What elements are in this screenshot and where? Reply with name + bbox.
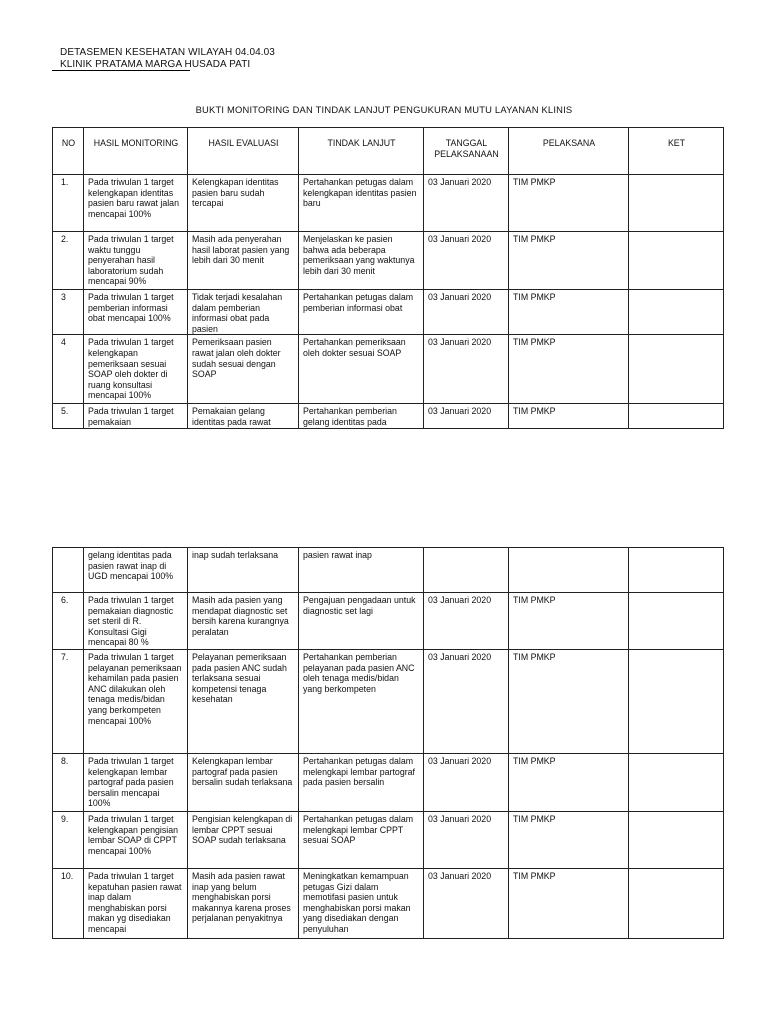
cell-no: 4 [53, 335, 84, 404]
cell-pelaksana: TIM PMKP [509, 404, 629, 429]
cell-evaluasi: Pengisian kelengkapan di lembar CPPT sesuai SOAP sudah terlaksana [188, 812, 299, 869]
cell-tindak-lanjut: Pengajuan pengadaan untuk diagnostic set lagi [299, 593, 424, 650]
cell-evaluasi: inap sudah terlaksana [188, 548, 299, 593]
cell-no: 5. [53, 404, 84, 429]
cell-tindak-lanjut: Pertahankan pemberian pelayanan pada pasien ANC oleh tenaga medis/bidan yang berkompeten [299, 650, 424, 754]
cell-ket [629, 650, 724, 754]
cell-evaluasi: Kelengkapan identitas pasien baru sudah tercapai [188, 175, 299, 232]
cell-tanggal: 03 Januari 2020 [424, 232, 509, 290]
cell-tanggal: 03 Januari 2020 [424, 404, 509, 429]
cell-monitoring: gelang identitas pada pasien rawat inap di UGD mencapai 100% [84, 548, 188, 593]
header-line-2: KLINIK PRATAMA MARGA HUSADA PATI [60, 59, 251, 70]
table-row [53, 650, 724, 754]
cell-monitoring: Pada triwulan 1 target waktu tunggu penyerahan hasil laboratorium sudah mencapai 90% [84, 232, 188, 290]
cell-ket [629, 869, 724, 939]
table-row [53, 548, 724, 593]
cell-tindak-lanjut: Pertahankan petugas dalam melengkapi lembar partograf pada pasien bersalin [299, 754, 424, 812]
cell-tanggal: 03 Januari 2020 [424, 593, 509, 650]
header-line-1: DETASEMEN KESEHATAN WILAYAH 04.04.03 [60, 47, 275, 58]
cell-ket [629, 232, 724, 290]
cell-no: 2. [53, 232, 84, 290]
col-header-hasil-evaluasi: HASIL EVALUASI [188, 128, 299, 175]
cell-monitoring: Pada triwulan 1 target kelengkapan identitas pasien baru rawat jalan mencapai 100% [84, 175, 188, 232]
cell-pelaksana: TIM PMKP [509, 812, 629, 869]
table-row [53, 175, 724, 232]
cell-ket [629, 175, 724, 232]
table-row [53, 593, 724, 650]
cell-tindak-lanjut: Pertahankan pemberian gelang identitas pada [299, 404, 424, 429]
cell-no: 8. [53, 754, 84, 812]
cell-evaluasi: Kelengkapan lembar partograf pada pasien bersalin sudah terlaksana [188, 754, 299, 812]
cell-monitoring: Pada triwulan 1 target kelengkapan pemeriksaan sesuai SOAP oleh dokter di ruang konsultasi mencapai 100% [84, 335, 188, 404]
cell-ket [629, 812, 724, 869]
col-header-no: NO [53, 128, 84, 175]
cell-tindak-lanjut: Pertahankan petugas dalam pemberian informasi obat [299, 290, 424, 335]
cell-ket [629, 593, 724, 650]
cell-evaluasi: Pemakaian gelang identitas pada rawat [188, 404, 299, 429]
cell-tanggal: 03 Januari 2020 [424, 812, 509, 869]
table-row [53, 232, 724, 290]
table-row [53, 404, 724, 429]
col-header-ket: KET [629, 128, 724, 175]
table-row [53, 869, 724, 939]
cell-tindak-lanjut: Pertahankan pemeriksaan oleh dokter sesuai SOAP [299, 335, 424, 404]
cell-evaluasi: Masih ada penyerahan hasil laborat pasien yang lebih dari 30 menit [188, 232, 299, 290]
cell-evaluasi: Masih ada pasien yang mendapat diagnostic set bersih karena kurangnya peralatan [188, 593, 299, 650]
cell-evaluasi: Pelayanan pemeriksaan pada pasien ANC sudah terlaksana sesuai kompetensi tenaga kesehatan [188, 650, 299, 754]
cell-ket [629, 290, 724, 335]
cell-pelaksana: TIM PMKP [509, 650, 629, 754]
col-header-tindak-lanjut: TINDAK LANJUT [299, 128, 424, 175]
cell-ket [629, 404, 724, 429]
cell-monitoring: Pada triwulan 1 target pelayanan pemeriksaan kehamilan pada pasien ANC dilakukan oleh tenaga medis/bidan yang berkompeten mencapai 100% [84, 650, 188, 754]
cell-monitoring: Pada triwulan 1 target pemakaian [84, 404, 188, 429]
cell-pelaksana: TIM PMKP [509, 754, 629, 812]
cell-pelaksana [509, 548, 629, 593]
cell-tanggal: 03 Januari 2020 [424, 754, 509, 812]
cell-monitoring: Pada triwulan 1 target pemakaian diagnostic set steril di R. Konsultasi Gigi mencapai 80 % [84, 593, 188, 650]
cell-no: 3 [53, 290, 84, 335]
cell-evaluasi: Pemeriksaan pasien rawat jalan oleh dokter sudah sesuai dengan SOAP [188, 335, 299, 404]
document-title: BUKTI MONITORING DAN TINDAK LANJUT PENGUKURAN MUTU LAYANAN KLINIS [195, 104, 573, 115]
cell-pelaksana: TIM PMKP [509, 232, 629, 290]
cell-tindak-lanjut: pasien rawat inap [299, 548, 424, 593]
cell-tindak-lanjut: Pertahankan petugas dalam melengkapi lembar CPPT sesuai SOAP [299, 812, 424, 869]
col-header-tanggal: TANGGAL PELAKSANAAN [424, 128, 509, 175]
cell-pelaksana: TIM PMKP [509, 290, 629, 335]
header-underline [52, 70, 190, 71]
cell-no [53, 548, 84, 593]
cell-monitoring: Pada triwulan 1 target pemberian informasi obat mencapai 100% [84, 290, 188, 335]
table-row [53, 754, 724, 812]
cell-tindak-lanjut: Menjelaskan ke pasien bahwa ada beberapa pemeriksaan yang waktunya lebih dari 30 menit [299, 232, 424, 290]
cell-no: 6. [53, 593, 84, 650]
cell-monitoring: Pada triwulan 1 target kelengkapan lembar partograf pada pasien bersalin mencapai 100% [84, 754, 188, 812]
cell-tanggal: 03 Januari 2020 [424, 175, 509, 232]
table-row [53, 812, 724, 869]
table-row [53, 290, 724, 335]
cell-tanggal: 03 Januari 2020 [424, 650, 509, 754]
cell-ket [629, 754, 724, 812]
cell-evaluasi: Masih ada pasien rawat inap yang belum menghabiskan porsi makannya karena proses perjalanan penyakitnya [188, 869, 299, 939]
cell-tanggal: 03 Januari 2020 [424, 290, 509, 335]
col-header-pelaksana: PELAKSANA [509, 128, 629, 175]
table-header-row [53, 128, 724, 175]
cell-pelaksana: TIM PMKP [509, 335, 629, 404]
cell-monitoring: Pada triwulan 1 target kepatuhan pasien rawat inap dalam menghabiskan porsi makan yg disediakan mencapai [84, 869, 188, 939]
cell-evaluasi: Tidak terjadi kesalahan dalam pemberian informasi obat pada pasien [188, 290, 299, 335]
cell-monitoring: Pada triwulan 1 target kelengkapan pengisian lembar SOAP di CPPT mencapai 100% [84, 812, 188, 869]
cell-no: 10. [53, 869, 84, 939]
cell-ket [629, 335, 724, 404]
cell-tindak-lanjut: Pertahankan petugas dalam kelengkapan identitas pasien baru [299, 175, 424, 232]
monitoring-table-page-1 [52, 127, 724, 429]
cell-tanggal [424, 548, 509, 593]
cell-tanggal: 03 Januari 2020 [424, 335, 509, 404]
cell-no: 9. [53, 812, 84, 869]
col-header-hasil-monitoring: HASIL MONITORING [84, 128, 188, 175]
document-header [60, 47, 275, 71]
cell-pelaksana: TIM PMKP [509, 175, 629, 232]
cell-tindak-lanjut: Meningkatkan kemampuan petugas Gizi dalam memotifasi pasien untuk menghabiskan porsi makan yang disediakan dengan penyuluhan [299, 869, 424, 939]
monitoring-table-page-2 [52, 547, 724, 939]
cell-pelaksana: TIM PMKP [509, 593, 629, 650]
cell-ket [629, 548, 724, 593]
cell-tanggal: 03 Januari 2020 [424, 869, 509, 939]
cell-no: 7. [53, 650, 84, 754]
cell-no: 1. [53, 175, 84, 232]
table-row [53, 335, 724, 404]
cell-pelaksana: TIM PMKP [509, 869, 629, 939]
